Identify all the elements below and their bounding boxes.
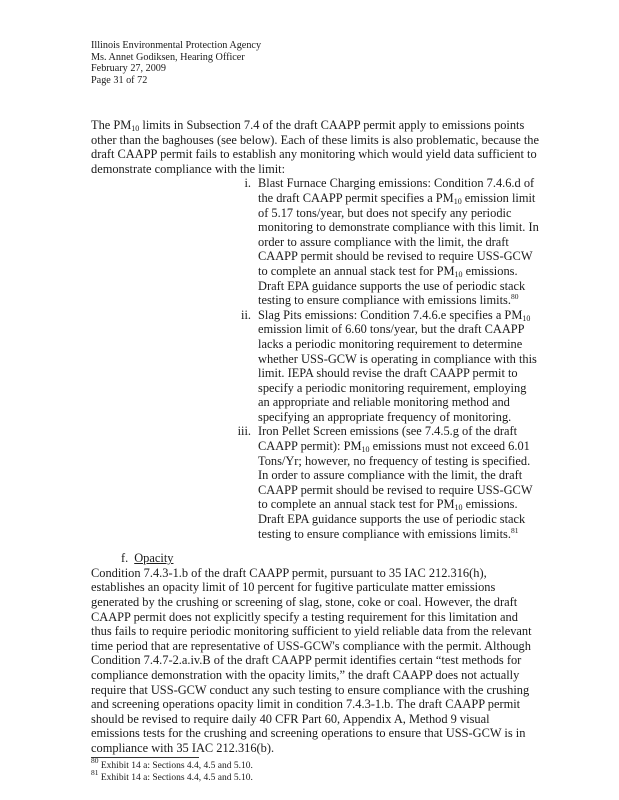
- header-page-number: Page 31 of 72: [91, 74, 148, 86]
- item-text: emissions. Draft EPA guidance supports the use of periodic stack testing to ensure compliance with emissions limits.: [258, 263, 526, 308]
- item-subscript: 10: [454, 269, 463, 279]
- header-recipient: Ms. Annet Godiksen, Hearing Officer: [91, 51, 245, 63]
- item-text: Blast Furnace Charging emissions: Condition 7.4.6.d of the draft CAAPP permit specifies a PM: [258, 176, 535, 205]
- item-subscript: 10: [454, 503, 463, 513]
- intro-subscript: 10: [131, 124, 140, 133]
- footnote-81: [91, 768, 253, 784]
- list-item: [91, 176, 539, 307]
- footnote-number: 81: [91, 768, 99, 777]
- footnote-ref-81[interactable]: 81: [510, 525, 519, 535]
- section-heading: [91, 551, 539, 566]
- item-text: emissions. Draft EPA guidance supports the use of periodic stack testing to ensure compliance with emissions limits.: [258, 497, 526, 541]
- item-subscript: 10: [522, 313, 531, 323]
- footnote-ref-80[interactable]: 80: [510, 292, 519, 302]
- footnote-text: Exhibit 14 a: Sections 4.4, 4.5 and 5.10.: [98, 761, 253, 771]
- list-item-number: ii.: [241, 307, 251, 322]
- intro-text-a: The PM: [91, 118, 132, 132]
- list-item: [91, 308, 539, 425]
- list-item-number: i.: [244, 176, 251, 191]
- item-text: Iron Pellet Screen emissions (see 7.4.5.g of the draft CAAPP permit): PM: [258, 424, 518, 454]
- limits-list: [91, 176, 539, 541]
- section-title: Opacity: [134, 551, 174, 566]
- item-subscript: 10: [453, 196, 462, 206]
- footnote-divider: [91, 757, 199, 758]
- document-body: [91, 118, 539, 756]
- intro-paragraph: [91, 118, 539, 176]
- footnotes: [91, 756, 253, 784]
- item-text: Slag Pits emissions: Condition 7.4.6.e specifies a PM: [258, 307, 523, 322]
- item-text: emission limit of 6.60 tons/year, but the draft CAAPP lacks a periodic monitoring requirement to determine whether USS-GCW is operating in compliance with this limit. IEPA should revise the draft CAAPP permit to specify a periodic monitoring requirement, employing an appropriate and reliable monitoring method and specifying an appropriate frequency of monitoring.: [258, 322, 537, 424]
- header-agency: Illinois Environmental Protection Agency: [91, 40, 262, 51]
- item-text: emission limit of 5.17 tons/year, but does not specify any periodic monitoring to demonstrate compliance with this limit. In order to assure compliance with the limit, the draft CAAPP permit should be revised to require USS-GCW to complete an annual stack test for PM: [258, 190, 539, 278]
- item-text: emissions must not exceed 6.01 Tons/Yr; however, no frequency of testing is specified. In order to assure compliance with the limit, the draft CAAPP permit should be revised to require USS-GCW to complete an annual stack test for PM: [258, 439, 533, 512]
- section-opacity: [91, 551, 539, 755]
- item-subscript: 10: [361, 445, 370, 455]
- intro-text-b: limits in Subsection 7.4 of the draft CAAPP permit apply to emissions points other than the baghouses (see below). Each of these limits is also problematic, because the draft CAAPP permit fails to establish any monitoring which would yield data sufficient to demonstrate compliance with the limit:: [91, 118, 539, 176]
- opacity-paragraph: Condition 7.4.3-1.b of the draft CAAPP permit, pursuant to 35 IAC 212.316(h), establishes an opacity limit of 10 percent for fugitive particulate matter emissions generated by the crushing or screening of slag, stone, coke or coal. However, the draft CAAPP permit does not explicitly specify a testing requirement for this limitation and thus fails to require periodic monitoring sufficient to yield reliable data from the relevant time period that are representative of USS-GCW's compliance with the permit. Although Condition 7.4.7-2.a.iv.B of the draft CAAPP permit identifies certain “test methods for compliance demonstration with the opacity limits,” the draft CAAPP does not actually require that USS-GCW conduct any such testing to ensure compliance with the crushing and screening operations opacity limit in condition 7.4.3-1.b. The draft CAAPP permit should be revised to require daily 40 CFR Part 60, Appendix A, Method 9 visual emissions tests for the crushing and screening operations to ensure that USS-GCW is in compliance with 35 IAC 212.316(b).: [91, 565, 532, 755]
- header-date: February 27, 2009: [91, 63, 166, 75]
- list-item: [91, 424, 539, 541]
- list-item-number: iii.: [237, 424, 251, 439]
- section-letter: f.: [121, 551, 129, 566]
- letter-header: [91, 40, 261, 86]
- footnote-number: 80: [91, 756, 99, 765]
- footnote-text: Exhibit 14 a: Sections 4.4, 4.5 and 5.10.: [98, 773, 253, 783]
- footnote-80: [91, 756, 253, 772]
